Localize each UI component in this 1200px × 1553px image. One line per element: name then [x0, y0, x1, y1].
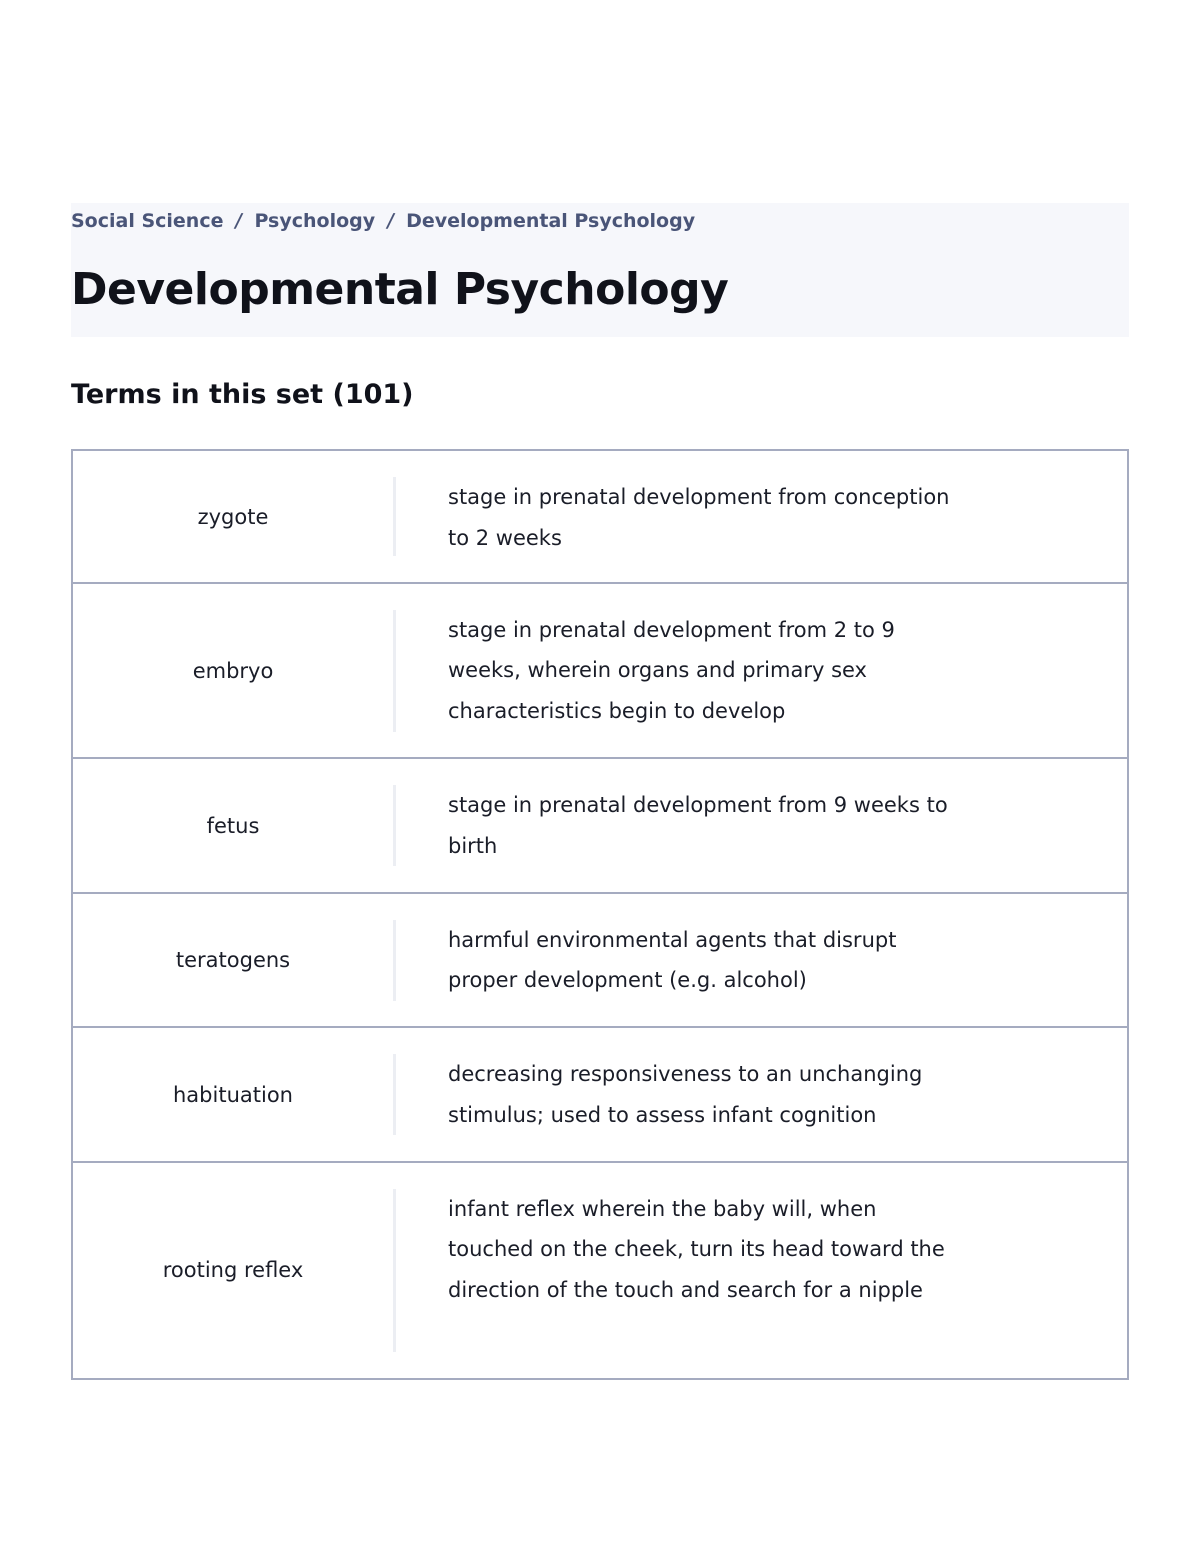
term-definition: stage in prenatal development from 9 weeks to birth: [448, 793, 948, 858]
term-row: [71, 1026, 1129, 1163]
term-row: [71, 582, 1129, 760]
breadcrumb-link-social-science[interactable]: Social Science: [71, 210, 224, 232]
term-row: [71, 449, 1129, 584]
term-definition: stage in prenatal development from conception to 2 weeks: [448, 485, 950, 550]
term-word: fetus: [206, 813, 260, 838]
terms-set-heading: Terms in this set (101): [71, 379, 414, 410]
term-word: rooting reflex: [162, 1258, 304, 1282]
terms-list: [71, 449, 1129, 1380]
term-word: habituation: [173, 1082, 293, 1107]
term-word: zygote: [197, 504, 269, 529]
term-word: teratogens: [175, 948, 291, 972]
term-row: [71, 892, 1129, 1029]
breadcrumb: [71, 207, 695, 235]
term-definition: infant reflex wherein the baby will, when touched on the cheek, turn its head toward the direction of the touch and search for a nipple: [448, 1196, 945, 1302]
term-definition: harmful environmental agents that disrupt proper development (e.g. alcohol): [448, 927, 897, 992]
breadcrumb-link-psychology[interactable]: Psychology: [254, 210, 376, 232]
term-row: [71, 757, 1129, 894]
breadcrumb-separator: /: [233, 210, 245, 232]
term-definition: stage in prenatal development from 2 to 9 weeks, wherein organs and primary sex characteristics begin to develop: [448, 617, 895, 723]
term-word: embryo: [192, 658, 274, 683]
breadcrumb-link-developmental-psychology[interactable]: Developmental Psychology: [406, 210, 696, 232]
page-title: Developmental Psychology: [71, 264, 729, 315]
term-row: [71, 1161, 1129, 1380]
breadcrumb-separator: /: [385, 210, 397, 232]
term-definition: decreasing responsiveness to an unchanging stimulus; used to assess infant cognition: [448, 1062, 923, 1127]
